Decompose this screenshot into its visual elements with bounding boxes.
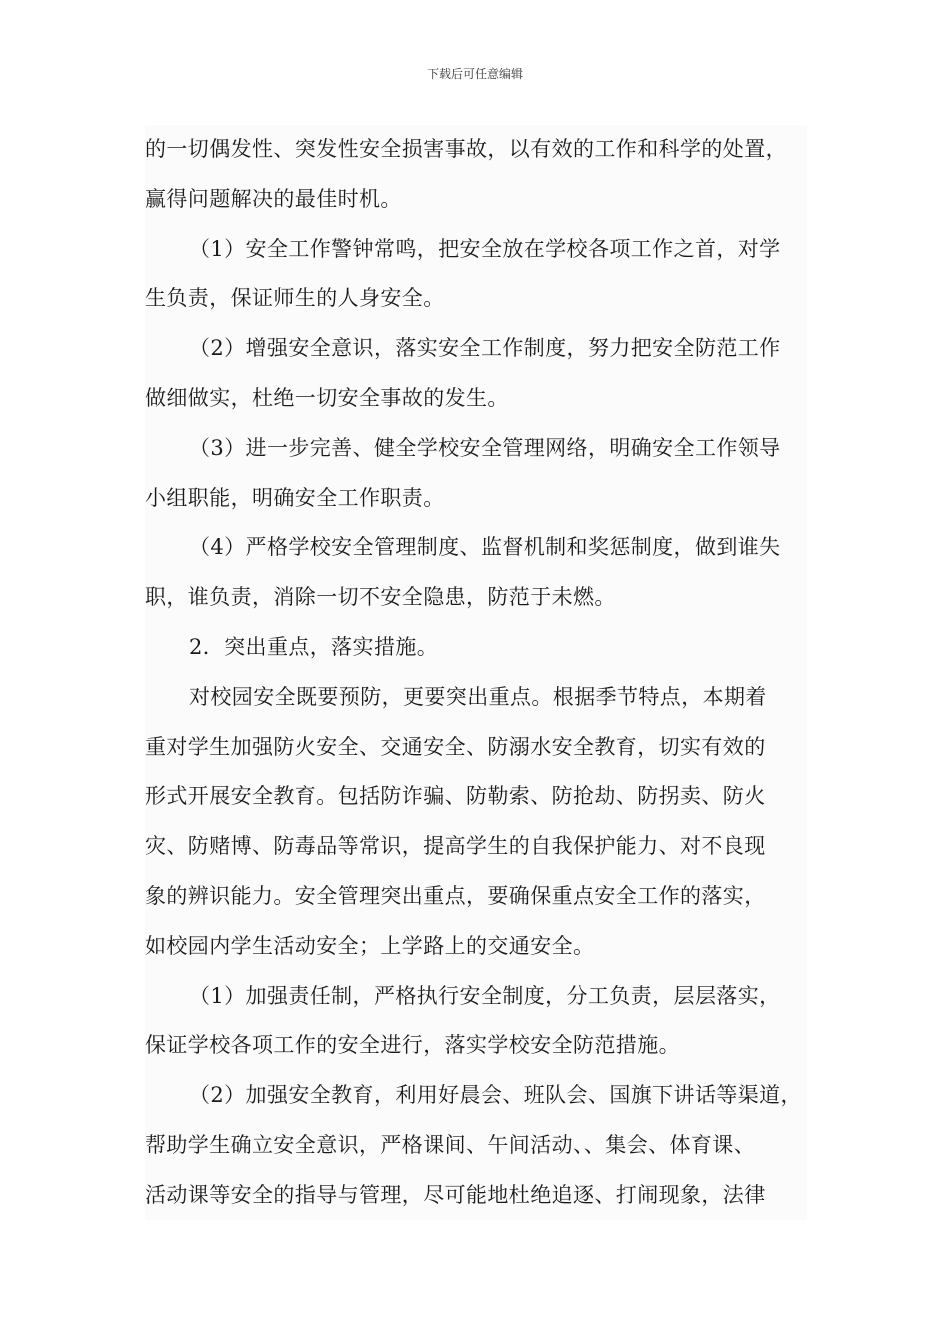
text-line: 做细做实，杜绝一切安全事故的发生。 <box>145 385 509 410</box>
paragraph <box>145 324 807 424</box>
section-heading <box>145 623 807 673</box>
text-line: 重对学生加强防火安全、交通安全、防溺水安全教育，切实有效的 <box>145 734 766 759</box>
text-line: （2）加强安全教育，利用好晨会、班队会、国旗下讲话等渠道， <box>189 1083 802 1108</box>
text-line: 活动课等安全的指导与管理，尽可能地杜绝追逐、打闹现象，法律 <box>145 1182 766 1207</box>
paragraph <box>145 972 807 1072</box>
text-line: 象的辨识能力。安全管理突出重点，要确保重点安全工作的落实， <box>145 883 766 908</box>
text-line: 职，谁负责，消除一切不安全隐患，防范于未燃。 <box>145 585 616 610</box>
paragraph <box>145 424 807 524</box>
paragraph <box>145 523 807 623</box>
text-line: 如校园内学生活动安全；上学路上的交通安全。 <box>145 933 595 958</box>
text-line: 形式开展安全教育。包括防诈骗、防勒索、防抢劫、防拐卖、防火 <box>145 784 766 809</box>
text-line: （4）严格学校安全管理制度、监督机制和奖惩制度，做到谁失 <box>189 535 781 560</box>
paragraph <box>145 125 807 225</box>
text-line: 对校园安全既要预防，更要突出重点。根据季节特点，本期着 <box>189 684 767 709</box>
text-line: （3）进一步完善、健全学校安全管理网络，明确安全工作领导 <box>189 435 781 460</box>
text-line: 赢得问题解决的最佳时机。 <box>145 186 402 211</box>
text-line: 小组职能，明确安全工作职责。 <box>145 485 445 510</box>
text-line: 帮助学生确立安全意识，严格课间、午间活动、、集会、体育课、 <box>145 1132 756 1157</box>
paragraph <box>145 225 807 325</box>
text-line: （1）安全工作警钟常鸣，把安全放在学校各项工作之首，对学 <box>189 236 781 261</box>
text-line: 生负责，保证师生的人身安全。 <box>145 286 445 311</box>
text-line: 保证学校各项工作的安全进行，落实学校安全防范措施。 <box>145 1033 680 1058</box>
text-line: 2．突出重点，落实措施。 <box>189 634 439 659</box>
paragraph <box>145 673 807 972</box>
page-header: 下载后可任意编辑 <box>426 67 523 81</box>
paragraph <box>145 1071 807 1220</box>
text-line: 灾、防赌博、防毒品等常识，提高学生的自我保护能力、对不良现 <box>145 834 766 859</box>
document-body <box>145 125 807 1220</box>
text-line: （1）加强责任制，严格执行安全制度，分工负责，层层落实， <box>189 983 781 1008</box>
text-line: （2）增强安全意识，落实安全工作制度，努力把安全防范工作 <box>189 336 781 361</box>
text-line: 的一切偶发性、突发性安全损害事故，以有效的工作和科学的处置， <box>145 137 787 161</box>
